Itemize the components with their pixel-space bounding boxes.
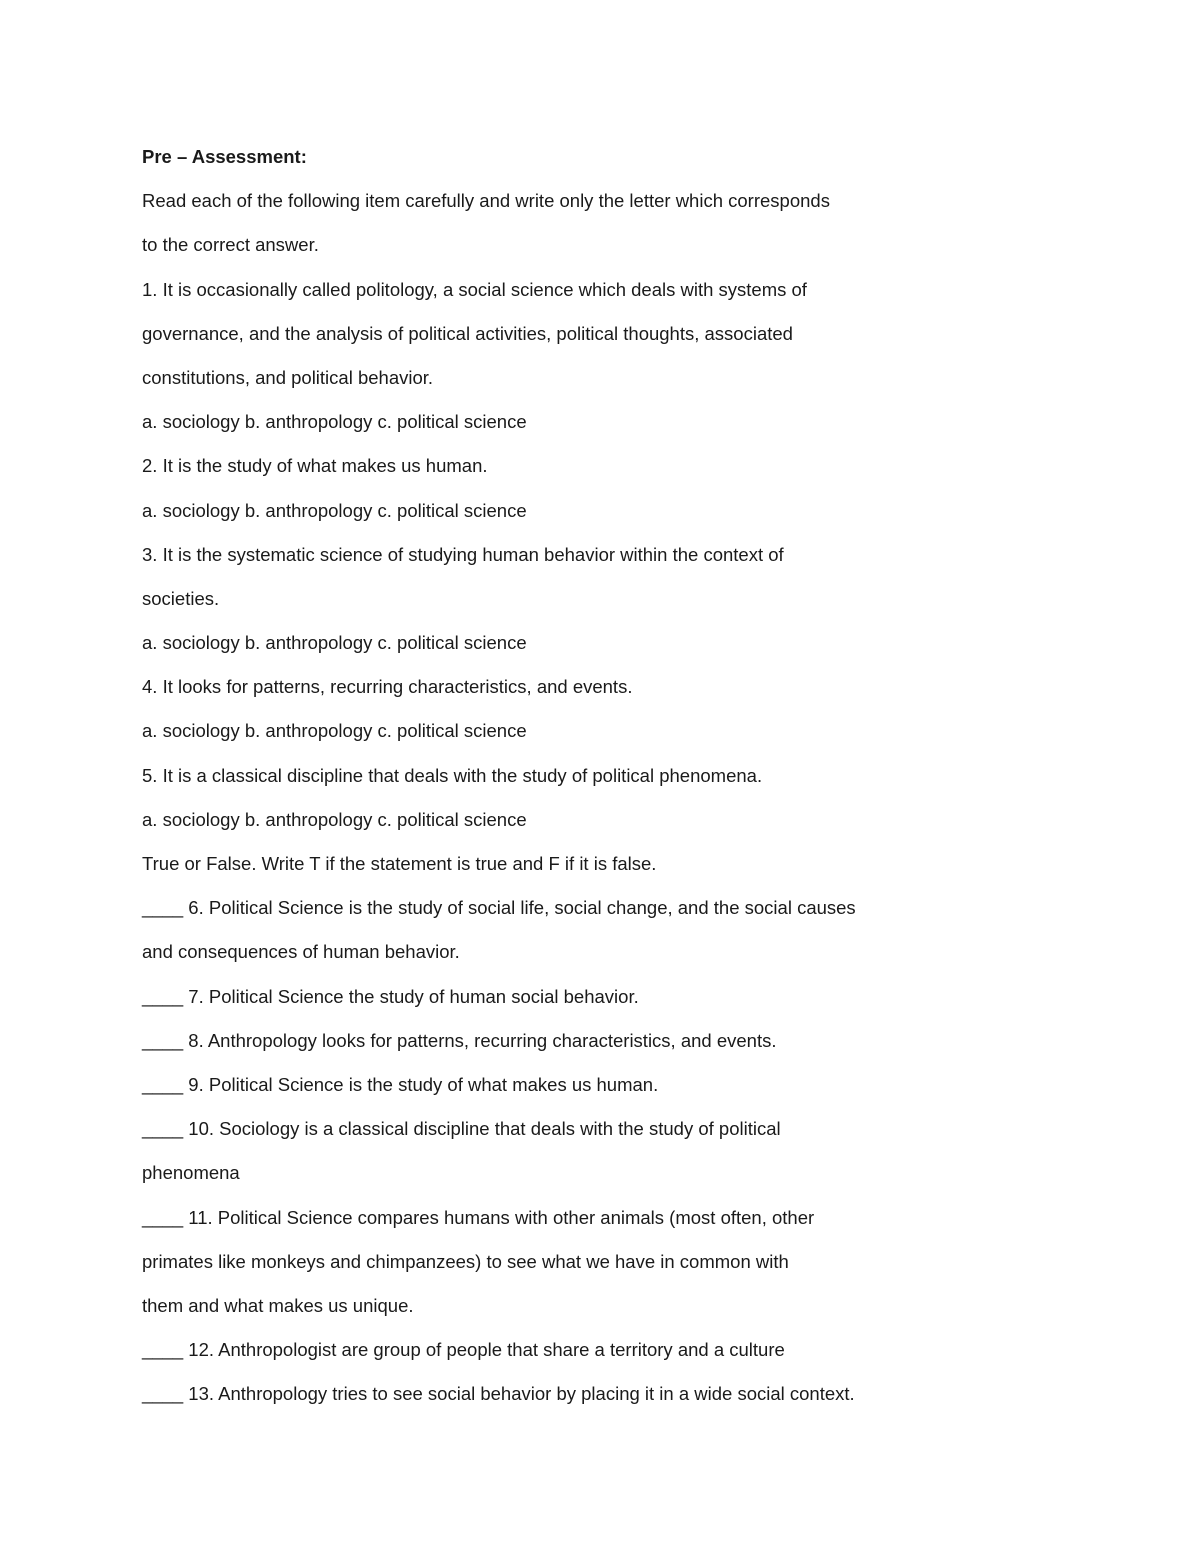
instructions-line: to the correct answer. xyxy=(142,234,319,256)
question-2-text: 2. It is the study of what makes us human. xyxy=(142,455,488,477)
tf-item-11: them and what makes us unique. xyxy=(142,1294,414,1316)
question-4-text: 4. It looks for patterns, recurring characteristics, and events. xyxy=(142,676,633,698)
document-body xyxy=(142,138,1142,1419)
tf-item-6: ____ 6. Political Science is the study of social life, social change, and the social causes xyxy=(142,897,856,919)
question-1-choices: a. sociology b. anthropology c. political science xyxy=(142,411,527,433)
question-3-text: societies. xyxy=(142,587,220,609)
question-4-choices: a. sociology b. anthropology c. political science xyxy=(142,720,527,742)
question-1-text: governance, and the analysis of political activities, political thoughts, associated xyxy=(142,322,793,344)
instructions-line: Read each of the following item carefully and write only the letter which corresponds xyxy=(142,190,830,212)
question-1-text: 1. It is occasionally called politology, a social science which deals with systems of xyxy=(142,278,807,300)
question-2-choices: a. sociology b. anthropology c. political science xyxy=(142,499,527,521)
tf-item-12: ____ 12. Anthropologist are group of people that share a territory and a culture xyxy=(142,1339,785,1361)
tf-item-8: ____ 8. Anthropology looks for patterns, recurring characteristics, and events. xyxy=(142,1029,777,1051)
tf-item-7: ____ 7. Political Science the study of human social behavior. xyxy=(142,985,639,1007)
question-1-text: constitutions, and political behavior. xyxy=(142,366,434,388)
page-title: Pre – Assessment: xyxy=(142,146,307,167)
tf-item-10: phenomena xyxy=(142,1162,240,1184)
question-5-text: 5. It is a classical discipline that deals with the study of political phenomena. xyxy=(142,764,763,786)
question-3-text: 3. It is the systematic science of studying human behavior within the context of xyxy=(142,543,784,565)
tf-item-10: ____ 10. Sociology is a classical discipline that deals with the study of political xyxy=(142,1118,781,1140)
question-5-choices: a. sociology b. anthropology c. political science xyxy=(142,808,527,830)
question-3-choices: a. sociology b. anthropology c. political science xyxy=(142,632,527,654)
tf-item-11: primates like monkeys and chimpanzees) to see what we have in common with xyxy=(142,1250,789,1272)
true-false-instructions: True or False. Write T if the statement is true and F if it is false. xyxy=(142,853,657,874)
tf-item-6: and consequences of human behavior. xyxy=(142,941,460,963)
tf-item-13: ____ 13. Anthropology tries to see social behavior by placing it in a wide social context. xyxy=(142,1383,855,1405)
tf-item-11: ____ 11. Political Science compares humans with other animals (most often, other xyxy=(142,1206,815,1228)
tf-item-9: ____ 9. Political Science is the study of what makes us human. xyxy=(142,1073,659,1095)
